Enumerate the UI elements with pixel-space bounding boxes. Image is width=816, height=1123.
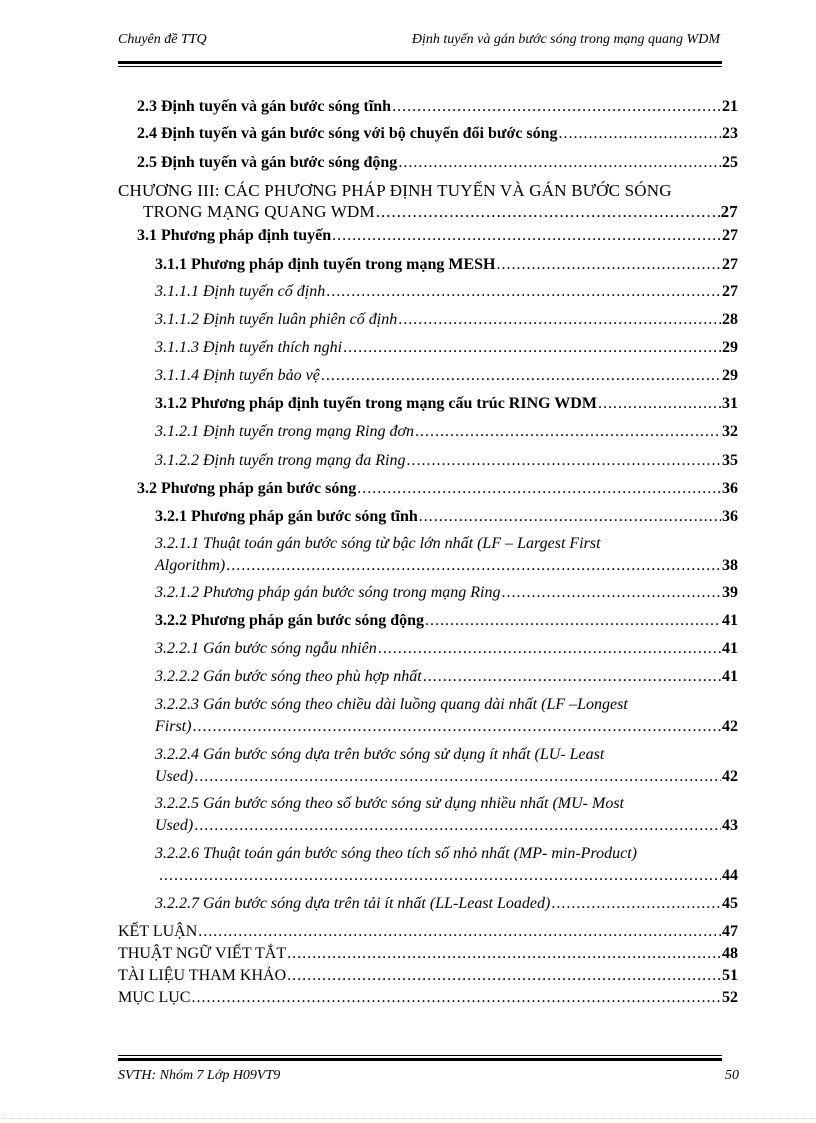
toc-entry[interactable] [158, 865, 738, 887]
toc-entry[interactable] [137, 123, 738, 145]
toc-entry-page: 27 [722, 283, 738, 300]
toc-entry[interactable] [118, 965, 738, 987]
toc-entry[interactable] [118, 987, 738, 1009]
toc-entry-line1[interactable]: 3.2.1.1 Thuật toán gán bước sóng từ bậc lớn nhất (LF – Largest First [155, 535, 601, 552]
toc-entry-page: 48 [722, 945, 738, 962]
toc-entry-title: 2.5 Định tuyến và gán bước sóng động [137, 154, 398, 171]
toc-entry-title: 2.3 Định tuyến và gán bước sóng tĩnh [137, 98, 392, 115]
toc-entry-title: 3.2.1 Phương pháp gán bước sóng tĩnh [155, 508, 418, 525]
toc-entry[interactable] [155, 582, 738, 604]
toc-entry-page: 27 [722, 227, 738, 244]
toc-entry-page: 35 [722, 452, 738, 469]
toc-entry-title: 3.1.1 Phương pháp định tuyến trong mạng MESH [155, 256, 496, 273]
toc-entry-title: TÀI LIỆU THAM KHẢO [118, 967, 287, 984]
page-bottom-border [0, 1118, 816, 1119]
page-footer-left: SVTH: Nhóm 7 Lớp H09VT9 [118, 1068, 281, 1083]
toc-entry[interactable] [155, 666, 738, 688]
toc-entry-page: 43 [722, 817, 738, 834]
toc-entry-title: 3.2.1.2 Phương pháp gán bước sóng trong mạng Ring [155, 584, 501, 601]
page-number: 50 [725, 1068, 739, 1083]
toc-entry-title: Used) [155, 768, 194, 785]
toc-entry-title: 3.2.2.1 Gán bước sóng ngẫu nhiên [155, 640, 377, 657]
toc-entry-page: 28 [722, 311, 738, 328]
toc-entry-title: 3.1.1.3 Định tuyến thích nghi [155, 339, 343, 356]
toc-entry-page: 47 [722, 923, 738, 940]
toc-entry-title: 3.1.1.2 Định tuyến luân phiên cố định [155, 311, 398, 328]
toc-entry-title: 3.1.1.1 Định tuyến cố định [155, 283, 326, 300]
toc-entry-page: 27 [722, 256, 738, 273]
toc-entry-page: 42 [722, 768, 738, 785]
page-header-left: Chuyên đề TTQ [118, 32, 207, 47]
toc-entry-page: 32 [722, 423, 738, 440]
toc-entry-title: 3.1 Phương pháp định tuyến [137, 227, 332, 244]
toc-entry[interactable] [137, 478, 738, 500]
toc-entry-title: 3.1.2.1 Định tuyến trong mạng Ring đơn [155, 423, 415, 440]
toc-entry-page: 27 [720, 202, 738, 221]
toc-entry[interactable] [155, 254, 738, 276]
toc-entry-page: 38 [722, 557, 738, 574]
toc-entry[interactable] [155, 337, 738, 359]
toc-entry[interactable] [137, 225, 738, 247]
footer-rule-thin [118, 1055, 722, 1056]
toc-entry-line1[interactable]: 3.2.2.6 Thuật toán gán bước sóng theo tích số nhỏ nhất (MP- min-Product) [155, 845, 637, 862]
toc-entry[interactable] [137, 152, 738, 174]
toc-entry-page: 25 [722, 154, 738, 171]
footer-rule [118, 1058, 722, 1061]
toc-entry-title: 2.4 Định tuyến và gán bước sóng với bộ chuyển đổi bước sóng [137, 125, 558, 142]
toc-entry-page: 29 [722, 339, 738, 356]
toc-entry-page: 39 [722, 584, 738, 601]
toc-entry[interactable] [137, 96, 738, 118]
toc-entry[interactable] [155, 281, 738, 303]
toc-entry-title: 3.2.2.7 Gán bước sóng dựa trên tải ít nhất (LL-Least Loaded) [155, 895, 551, 912]
toc-entry-page: 41 [722, 612, 738, 629]
toc-entry[interactable] [155, 638, 738, 660]
toc-entry-page: 21 [722, 98, 738, 115]
toc-entry-page: 23 [722, 125, 738, 142]
toc-entry-page: 31 [722, 395, 738, 412]
toc-entry-title: 3.1.1.4 Định tuyến bảo vệ [155, 367, 320, 384]
toc-entry-page: 51 [722, 967, 738, 984]
toc-entry-title: 3.2 Phương pháp gán bước sóng [137, 480, 357, 497]
toc-entry[interactable] [155, 766, 738, 788]
toc-entry-line1[interactable]: 3.2.2.3 Gán bước sóng theo chiều dài luồng quang dài nhất (LF –Longest [155, 696, 628, 713]
toc-entry-title: 3.1.2.2 Định tuyến trong mạng đa Ring [155, 452, 406, 469]
toc-entry-title: 3.2.2.2 Gán bước sóng theo phù hợp nhất [155, 668, 422, 685]
toc-entry-page: 44 [722, 867, 738, 884]
toc-entry[interactable] [118, 943, 738, 965]
toc-entry-page: 29 [722, 367, 738, 384]
toc-entry-title: THUẬT NGỮ VIẾT TẮT [118, 945, 287, 962]
toc-entry-page: 41 [722, 640, 738, 657]
toc-entry[interactable] [155, 815, 738, 837]
toc-entry-title: TRONG MẠNG QUANG WDM [143, 202, 375, 221]
toc-entry-page: 36 [722, 508, 738, 525]
toc-entry[interactable] [155, 365, 738, 387]
page-header-right: Định tuyến và gán bước sóng trong mạng quang WDM [411, 32, 720, 47]
toc-entry[interactable] [118, 921, 738, 943]
toc-entry-page: 42 [722, 718, 738, 735]
toc-entry-title: 3.1.2 Phương pháp định tuyến trong mạng cấu trúc RING WDM [155, 395, 597, 412]
toc-entry-title: KẾT LUẬN [118, 923, 198, 940]
toc-entry[interactable] [155, 421, 738, 443]
toc-entry-page: 45 [722, 895, 738, 912]
toc-entry[interactable] [155, 393, 738, 415]
toc-entry[interactable] [155, 555, 738, 577]
toc-entry[interactable] [143, 201, 738, 223]
toc-entry-title: Used) [155, 817, 194, 834]
toc-entry-line1[interactable]: 3.2.2.4 Gán bước sóng dựa trên bước sóng sử dụng ít nhất (LU- Least [155, 746, 605, 763]
toc-entry-title: Algorithm) [155, 557, 226, 574]
toc-entry-title: MỤC LỤC [118, 989, 191, 1006]
toc-entry[interactable] [155, 309, 738, 331]
toc-entry[interactable] [155, 610, 738, 632]
toc-entry[interactable] [155, 893, 738, 915]
toc-entry-title: 3.2.2 Phương pháp gán bước sóng động [155, 612, 425, 629]
chapter-heading[interactable]: CHƯƠNG III: CÁC PHƯƠNG PHÁP ĐỊNH TUYẾN VÀ GÁN BƯỚC SÓNG [118, 181, 672, 200]
toc-entry-page: 41 [722, 668, 738, 685]
toc-entry-title: First) [155, 718, 192, 735]
toc-entry[interactable] [155, 716, 738, 738]
toc-entry[interactable] [155, 506, 738, 528]
toc-entry-page: 36 [722, 480, 738, 497]
toc-entry-line1[interactable]: 3.2.2.5 Gán bước sóng theo số bước sóng sử dụng nhiều nhất (MU- Most [155, 795, 624, 812]
toc-entry[interactable] [155, 450, 738, 472]
toc-entry-page: 52 [722, 989, 738, 1006]
